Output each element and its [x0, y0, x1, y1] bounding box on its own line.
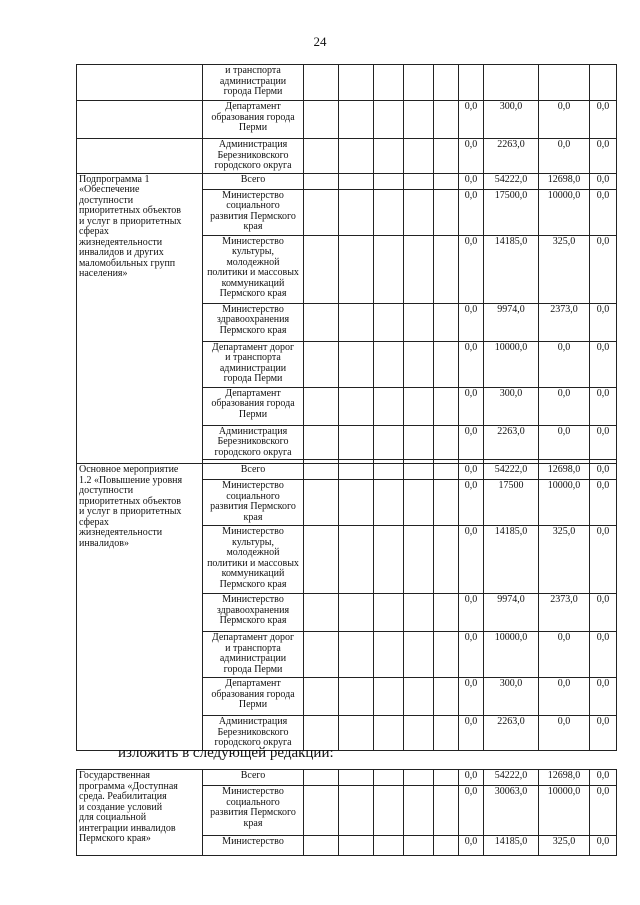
value-cell: [484, 65, 539, 101]
table-row: [77, 173, 617, 189]
empty-cell: [304, 594, 339, 632]
executor-cell: Департамент дорог и транспорта администрации города Перми: [203, 341, 304, 387]
empty-cell: [339, 526, 374, 594]
value-cell: 0,0: [590, 189, 617, 235]
value-cell: 0,0: [459, 173, 484, 189]
empty-cell: [374, 65, 404, 101]
executor-cell: Департамент образования города Перми: [203, 387, 304, 425]
empty-cell: [304, 139, 339, 174]
empty-cell: [434, 770, 459, 786]
value-cell: 2373,0: [539, 303, 590, 341]
value-cell: 2263,0: [484, 139, 539, 174]
value-cell: 0,0: [590, 464, 617, 480]
empty-cell: [374, 189, 404, 235]
empty-cell: [339, 678, 374, 716]
empty-cell: [339, 480, 374, 526]
executor-cell: Всего: [203, 770, 304, 786]
executor-cell: Министерство культуры, молодежной политики и массовых коммуникаций Пермского края: [203, 526, 304, 594]
value-cell: 14185,0: [484, 526, 539, 594]
executor-cell: Департамент образования города Перми: [203, 101, 304, 139]
value-cell: 0,0: [459, 836, 484, 856]
budget-table-revised: [76, 769, 617, 856]
value-cell: 10000,0: [484, 632, 539, 678]
empty-cell: [339, 770, 374, 786]
empty-cell: [304, 632, 339, 678]
empty-cell: [304, 480, 339, 526]
empty-cell: [434, 65, 459, 101]
value-cell: 300,0: [484, 101, 539, 139]
empty-cell: [339, 836, 374, 856]
empty-cell: [374, 139, 404, 174]
value-cell: 325,0: [539, 526, 590, 594]
value-cell: 0,0: [459, 480, 484, 526]
value-cell: 0,0: [590, 235, 617, 303]
table-row: [77, 464, 617, 480]
empty-cell: [339, 65, 374, 101]
empty-cell: [434, 341, 459, 387]
empty-cell: [339, 235, 374, 303]
empty-cell: [374, 464, 404, 480]
value-cell: 0,0: [459, 464, 484, 480]
value-cell: 0,0: [459, 716, 484, 751]
value-cell: 0,0: [590, 173, 617, 189]
value-cell: 0,0: [590, 139, 617, 174]
value-cell: 0,0: [539, 387, 590, 425]
table-row: [77, 101, 617, 139]
empty-cell: [404, 464, 434, 480]
empty-cell: [404, 65, 434, 101]
empty-cell: [404, 189, 434, 235]
empty-cell: [434, 786, 459, 836]
value-cell: 0,0: [459, 139, 484, 174]
value-cell: 12698,0: [539, 173, 590, 189]
value-cell: 0,0: [539, 101, 590, 139]
empty-cell: [374, 594, 404, 632]
value-cell: 2373,0: [539, 594, 590, 632]
value-cell: 10000,0: [539, 480, 590, 526]
empty-cell: [374, 425, 404, 460]
executor-cell: и транспорта администрации города Перми: [203, 65, 304, 101]
empty-cell: [304, 526, 339, 594]
value-cell: 0,0: [590, 632, 617, 678]
value-cell: 0,0: [459, 770, 484, 786]
value-cell: 0,0: [459, 303, 484, 341]
empty-cell: [339, 101, 374, 139]
empty-cell: [434, 836, 459, 856]
value-cell: 2263,0: [484, 425, 539, 460]
value-cell: 10000,0: [539, 786, 590, 836]
value-cell: 0,0: [459, 101, 484, 139]
empty-cell: [304, 189, 339, 235]
value-cell: 0,0: [539, 341, 590, 387]
empty-cell: [404, 341, 434, 387]
executor-cell: Департамент дорог и транспорта администрации города Перми: [203, 632, 304, 678]
value-cell: 54222,0: [484, 770, 539, 786]
empty-cell: [339, 594, 374, 632]
empty-cell: [404, 235, 434, 303]
empty-cell: [374, 678, 404, 716]
empty-cell: [374, 770, 404, 786]
executor-cell: Министерство социального развития Пермского края: [203, 480, 304, 526]
value-cell: 325,0: [539, 235, 590, 303]
executor-cell: Департамент образования города Перми: [203, 678, 304, 716]
empty-cell: [374, 341, 404, 387]
value-cell: 30063,0: [484, 786, 539, 836]
empty-cell: [339, 139, 374, 174]
empty-cell: [374, 632, 404, 678]
empty-cell: [304, 678, 339, 716]
executor-cell: Всего: [203, 464, 304, 480]
empty-cell: [339, 464, 374, 480]
empty-cell: [404, 387, 434, 425]
empty-cell: [404, 101, 434, 139]
empty-cell: [434, 173, 459, 189]
program-cell: [77, 139, 203, 174]
empty-cell: [404, 425, 434, 460]
value-cell: 300,0: [484, 387, 539, 425]
value-cell: 0,0: [459, 594, 484, 632]
empty-cell: [304, 65, 339, 101]
value-cell: 0,0: [590, 594, 617, 632]
empty-cell: [404, 836, 434, 856]
table-row: [77, 770, 617, 786]
empty-cell: [304, 464, 339, 480]
empty-cell: [374, 303, 404, 341]
empty-cell: [339, 303, 374, 341]
empty-cell: [339, 716, 374, 751]
empty-cell: [434, 139, 459, 174]
empty-cell: [339, 425, 374, 460]
value-cell: 0,0: [590, 786, 617, 836]
value-cell: 0,0: [590, 678, 617, 716]
value-cell: 0,0: [459, 632, 484, 678]
empty-cell: [339, 632, 374, 678]
empty-cell: [339, 387, 374, 425]
empty-cell: [404, 526, 434, 594]
empty-cell: [434, 303, 459, 341]
empty-cell: [374, 387, 404, 425]
empty-cell: [374, 173, 404, 189]
empty-cell: [374, 836, 404, 856]
program-cell: Подпрограмма 1 «Обеспечение доступности приоритетных объектов и услуг в приоритетных сферах жизнедеятельности инвалидов и других маломобильных групп населения»: [77, 173, 203, 464]
empty-cell: [374, 716, 404, 751]
empty-cell: [434, 526, 459, 594]
empty-cell: [404, 716, 434, 751]
value-cell: 17500,0: [484, 189, 539, 235]
empty-cell: [374, 526, 404, 594]
value-cell: 0,0: [590, 387, 617, 425]
value-cell: 0,0: [539, 139, 590, 174]
empty-cell: [304, 425, 339, 460]
page-number: 24: [313, 34, 327, 49]
empty-cell: [404, 139, 434, 174]
empty-cell: [304, 173, 339, 189]
program-cell: Основное мероприятие 1.2 «Повышение уровня доступности приоритетных объектов и услуг в приоритетных сферах жизнедеятельности инвалидов»: [77, 464, 203, 751]
empty-cell: [404, 632, 434, 678]
executor-cell: Министерство социального развития Пермского края: [203, 786, 304, 836]
value-cell: 0,0: [459, 786, 484, 836]
executor-cell: Министерство культуры, молодежной политики и массовых коммуникаций Пермского края: [203, 235, 304, 303]
value-cell: 325,0: [539, 836, 590, 856]
value-cell: 12698,0: [539, 770, 590, 786]
value-cell: 0,0: [539, 632, 590, 678]
value-cell: 0,0: [459, 189, 484, 235]
executor-cell: Министерство здравоохранения Пермского края: [203, 594, 304, 632]
value-cell: 0,0: [590, 341, 617, 387]
empty-cell: [434, 425, 459, 460]
value-cell: 0,0: [459, 341, 484, 387]
value-cell: 0,0: [590, 526, 617, 594]
program-cell: Государственная программа «Доступная среда. Реабилитация и создание условий для социальной интеграции инвалидов Пермского края»: [77, 770, 203, 856]
value-cell: 54222,0: [484, 173, 539, 189]
empty-cell: [404, 770, 434, 786]
value-cell: 0,0: [459, 425, 484, 460]
value-cell: 0,0: [459, 526, 484, 594]
value-cell: 0,0: [459, 387, 484, 425]
executor-cell: Министерство социального развития Пермского края: [203, 189, 304, 235]
empty-cell: [434, 594, 459, 632]
value-cell: [590, 65, 617, 101]
value-cell: 0,0: [459, 678, 484, 716]
value-cell: 0,0: [590, 716, 617, 751]
empty-cell: [404, 594, 434, 632]
value-cell: 14185,0: [484, 836, 539, 856]
empty-cell: [304, 303, 339, 341]
table-row: [77, 139, 617, 174]
value-cell: 54222,0: [484, 464, 539, 480]
value-cell: 2263,0: [484, 716, 539, 751]
empty-cell: [304, 235, 339, 303]
empty-cell: [434, 716, 459, 751]
empty-cell: [304, 341, 339, 387]
empty-cell: [434, 189, 459, 235]
empty-cell: [339, 786, 374, 836]
value-cell: 0,0: [590, 836, 617, 856]
empty-cell: [374, 480, 404, 526]
value-cell: [539, 65, 590, 101]
executor-cell: Администрация Березниковского городского округа: [203, 716, 304, 751]
empty-cell: [434, 101, 459, 139]
empty-cell: [374, 786, 404, 836]
empty-cell: [404, 480, 434, 526]
empty-cell: [404, 786, 434, 836]
value-cell: 0,0: [590, 425, 617, 460]
value-cell: 0,0: [539, 678, 590, 716]
empty-cell: [304, 770, 339, 786]
value-cell: 0,0: [590, 480, 617, 526]
executor-cell: Администрация Березниковского городского округа: [203, 139, 304, 174]
empty-cell: [339, 341, 374, 387]
empty-cell: [434, 387, 459, 425]
value-cell: 300,0: [484, 678, 539, 716]
program-cell: [77, 65, 203, 101]
empty-cell: [339, 189, 374, 235]
value-cell: 9974,0: [484, 594, 539, 632]
empty-cell: [434, 480, 459, 526]
value-cell: 0,0: [539, 425, 590, 460]
empty-cell: [404, 173, 434, 189]
empty-cell: [374, 101, 404, 139]
program-cell: [77, 101, 203, 139]
executor-cell: Министерство: [203, 836, 304, 856]
value-cell: 0,0: [590, 770, 617, 786]
value-cell: 0,0: [539, 716, 590, 751]
value-cell: 0,0: [590, 101, 617, 139]
value-cell: 0,0: [459, 235, 484, 303]
section-heading: изложить в следующей редакции:: [118, 745, 334, 761]
empty-cell: [304, 101, 339, 139]
empty-cell: [404, 303, 434, 341]
value-cell: 12698,0: [539, 464, 590, 480]
value-cell: 17500: [484, 480, 539, 526]
empty-cell: [434, 464, 459, 480]
empty-cell: [374, 235, 404, 303]
executor-cell: Всего: [203, 173, 304, 189]
value-cell: 0,0: [590, 303, 617, 341]
empty-cell: [339, 173, 374, 189]
empty-cell: [304, 836, 339, 856]
empty-cell: [434, 632, 459, 678]
table-row: [77, 65, 617, 101]
empty-cell: [304, 387, 339, 425]
value-cell: 10000,0: [484, 341, 539, 387]
value-cell: 9974,0: [484, 303, 539, 341]
empty-cell: [434, 235, 459, 303]
value-cell: 10000,0: [539, 189, 590, 235]
executor-cell: Министерство здравоохранения Пермского края: [203, 303, 304, 341]
value-cell: [459, 65, 484, 101]
value-cell: 14185,0: [484, 235, 539, 303]
empty-cell: [304, 786, 339, 836]
empty-cell: [434, 678, 459, 716]
executor-cell: Администрация Березниковского городского округа: [203, 425, 304, 460]
budget-table-current: [76, 64, 617, 751]
empty-cell: [404, 678, 434, 716]
